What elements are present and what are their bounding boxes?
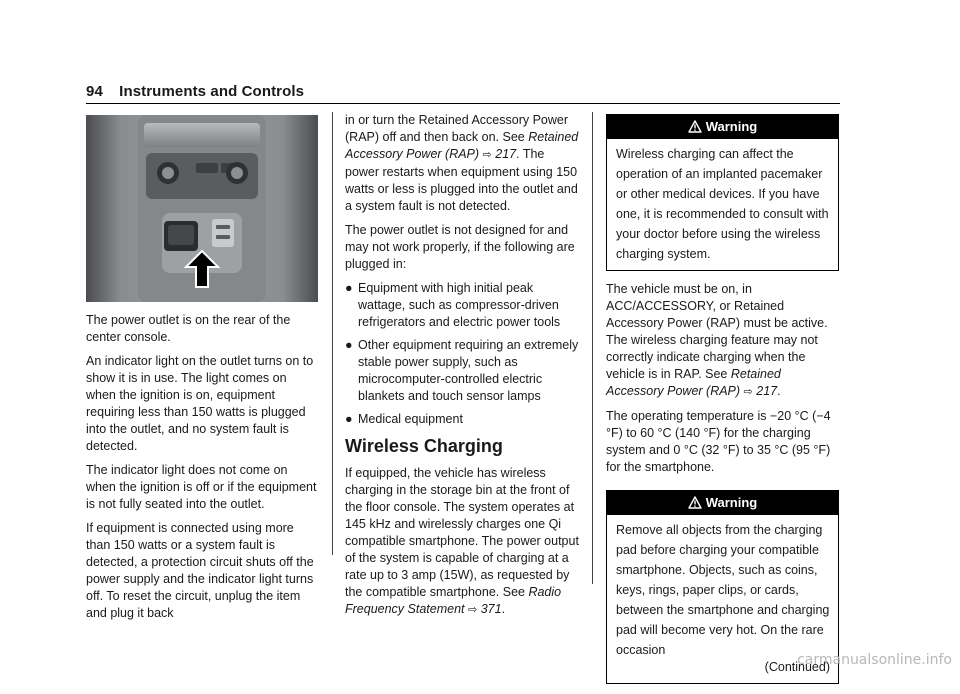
paragraph: If equipment is connected using more than 150 watts or a system fault is detected, a protection circuit shuts off the power supply and the indicator light turns off. To reset the circuit, unplug the item and plug it back [86,521,314,620]
paragraph: The power outlet is not designed for and may not work properly, if the following are plugged in: [345,223,575,271]
paragraph: The operating temperature is −20 °C (−4 °F) to 60 °C (140 °F) for the charging system and 0 °C (32 °F) to 35 °C (95 °F) for the smartphone. [606,409,831,474]
reference-page-number[interactable]: 217 [756,384,778,398]
column-divider-2 [592,112,593,584]
paragraph: An indicator light on the outlet turns on to show it is in use. The light comes on when the ignition is on, equipment requiring less than 150 watts is plugged into the outlet, and no system fault is detected. [86,354,314,453]
text-run: . [777,384,781,398]
paragraph [606,281,839,401]
cross-reference-link[interactable]: Retained Accessory Power (RAP) [606,367,781,398]
column-3 [606,114,839,694]
paragraph: The indicator light does not come on when the ignition is off or if the equipment is not fully seated into the outlet. [86,463,317,511]
bullet-dot-icon: ● [345,281,353,295]
header-rule [86,103,840,104]
page-reference-arrow-icon: ⇨ [743,386,753,398]
text-run: . The power restarts when equipment using 150 watts or less is plugged into the outlet and a system fault is not detected. [345,147,578,213]
list-item [345,337,580,405]
column-2 [345,112,580,626]
warning-header [607,115,838,139]
warning-triangle-icon [688,496,702,509]
section-heading: Wireless Charging [345,436,503,456]
text-run: . [501,602,506,616]
bullet-list [345,280,580,428]
bullet-dot-icon: ● [345,338,353,352]
warning-box [606,114,839,271]
list-item [345,411,580,428]
paragraph [345,112,580,215]
text-run: The vehicle must be on, in ACC/ACCESSORY, or Retained Accessory Power (RAP) must be active. The wireless charging feature may not correctly indicate charging when the vehicle is in RAP. See [606,282,828,381]
cross-reference-link[interactable]: Retained Accessory Power (RAP) [345,130,579,161]
warning-title: Warning [705,119,758,134]
watermark[interactable]: carmanualsonline.info [797,652,952,668]
list-item-text: Equipment with high initial peak wattage, such as compressor-driven refrigerators and electric power tools [358,281,561,329]
paragraph [345,465,580,619]
warning-header [607,491,838,515]
continued-label: (Continued) [764,660,830,674]
console-photo [86,115,318,302]
section-title: Instruments and Controls [119,83,305,100]
paragraph: The power outlet is on the rear of the center console. [86,313,291,344]
console-photo-icon [86,115,318,302]
cross-reference-link[interactable]: Radio Frequency Statement [345,585,562,616]
warning-text: Wireless charging can affect the operation of an implanted pacemaker or other medical devices. If you have one, it is recommended to consult with your doctor before using the wireless charging system. [616,147,829,261]
warning-title: Warning [705,495,758,510]
column-divider-1 [332,112,333,555]
bullet-dot-icon: ● [345,412,353,426]
warning-text-run: Remove all objects from the charging pad before charging your compatible smartphone. Objects, such as coins, keys, rings, paper clips, or cards, between the smartphone and charging pad will become very hot. On the rare occasion [616,523,830,657]
page-number: 94 [86,83,103,100]
text-run: If equipped, the vehicle has wireless charging in the storage bin at the front of the floor console. The system operates at 145 kHz and wirelessly charges one Qi compatible smartphone. The power output of the system is capable of charging at a rate up to 3 amp (15W), as requested by the compatible smartphone. See [345,466,579,599]
list-item-text: Other equipment requiring an extremely stable power supply, such as microcomputer-controlled electric blankets and touch sensor lamps [358,338,579,403]
page-reference-arrow-icon: ⇨ [468,604,478,616]
reference-page-number[interactable]: 217 [495,147,517,161]
reference-page-number[interactable]: 371 [480,602,502,616]
column-1 [86,115,318,629]
text-run: in or turn the Retained Accessory Power (RAP) off and then back on. See [345,113,569,144]
list-item [345,280,580,331]
page-header [86,83,304,100]
list-item-text: Medical equipment [358,412,463,426]
page-reference-arrow-icon: ⇨ [482,149,492,161]
warning-triangle-icon [688,120,702,133]
